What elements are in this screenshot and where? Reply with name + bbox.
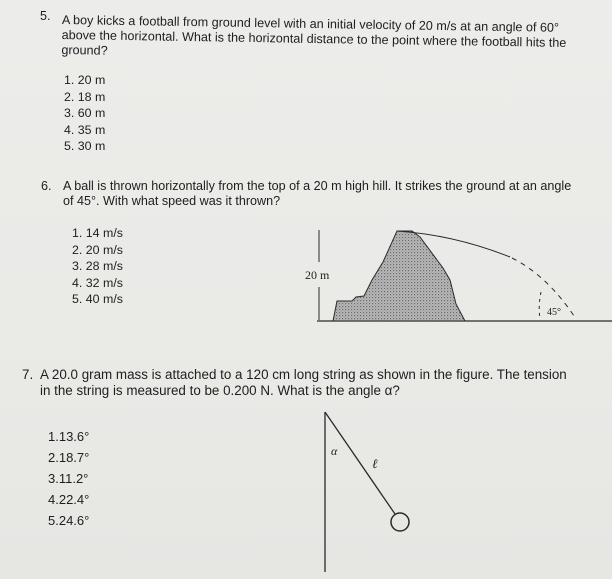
option-3[interactable]: 3. 60 m (64, 106, 106, 121)
question-number: 5. (40, 9, 51, 23)
height-label: 20 m (305, 268, 330, 282)
angle-label: 45° (547, 307, 561, 318)
option-2[interactable]: 2. 18 m (64, 89, 106, 104)
length-label: ℓ (372, 456, 378, 471)
option-5[interactable]: 5. 30 m (64, 139, 106, 154)
question-number: 7. (22, 367, 34, 382)
option-1[interactable]: 1.13.6° (48, 429, 90, 444)
option-4[interactable]: 4. 35 m (64, 122, 106, 137)
option-3[interactable]: 3.11.2° (48, 471, 89, 486)
mass-bob (391, 513, 409, 531)
option-5[interactable]: 5. 40 m/s (72, 292, 123, 307)
option-1[interactable]: 1. 14 m/s (72, 226, 123, 240)
question-text: A ball is thrown horizontally from the top of a 20 m high hill. It strikes the ground at an angle of 45°. With what speed was it thrown? (63, 179, 572, 208)
option-4[interactable]: 4.22.4° (48, 492, 90, 507)
option-2[interactable]: 2. 20 m/s (72, 242, 123, 257)
option-1[interactable]: 1. 20 m (64, 73, 106, 87)
option-4[interactable]: 4. 32 m/s (72, 275, 123, 290)
question-text: A boy kicks a football from ground level with an initial velocity of 20 m/s at an angle of 60° above the horizontal. What is the horizontal distance to the point where the football hits the ground? (61, 13, 567, 58)
alpha-label: α (331, 444, 338, 458)
option-5[interactable]: 5.24.6° (48, 513, 90, 528)
string (325, 412, 395, 514)
question-number: 6. (41, 179, 52, 193)
option-3[interactable]: 3. 28 m/s (72, 259, 123, 274)
question-text: A 20.0 gram mass is attached to a 120 cm long string as shown in the figure. The tension in the string is measured to be 0.200 N. What is the angle α? (40, 367, 567, 398)
option-2[interactable]: 2.18.7° (48, 450, 90, 465)
